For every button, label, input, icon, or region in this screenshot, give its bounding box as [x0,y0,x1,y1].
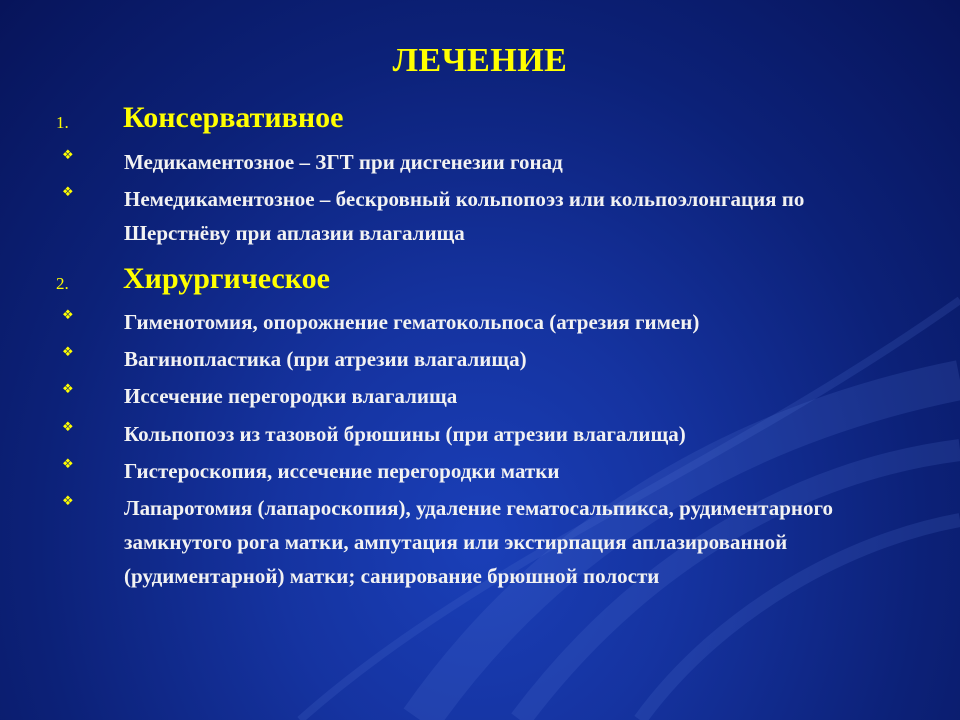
list-item-text: Вагинопластика (при атрезии влагалища) [124,347,527,371]
diamond-bullet-icon: ❖ [62,419,74,434]
list-item-text: Иссечение перегородки влагалища [124,384,458,408]
diamond-bullet-icon: ❖ [62,307,74,322]
section-number: 2. [56,274,69,293]
section-heading-text: Консервативное [123,101,344,134]
list-item-text: Гистероскопия, иссечение перегородки матки [124,459,560,483]
diamond-bullet-icon: ❖ [62,184,74,199]
section-number: 1. [56,113,69,132]
list-item-text: Лапаротомия (лапароскопия), удаление гематосальпикса, рудиментарного замкнутого рога матки, ампутация или экстирпация аплазированной (рудиментарной) матки; санирование брюшной полости [124,496,833,588]
diamond-bullet-icon: ❖ [62,147,74,162]
list-item-text: Кольпопоэз из тазовой брюшины (при атрезии влагалища) [124,422,686,446]
list-item-text: Немедикаментозное – бескровный кольпопоэз или кольпоэлонгация по Шерстнёву при аплазии влагалища [124,187,805,245]
slide-title: ЛЕЧЕНИЕ [392,42,568,79]
diamond-bullet-icon: ❖ [62,344,74,359]
list-item-text: Медикаментозное – ЗГТ при дисгенезии гонад [124,150,563,174]
section-heading-text: Хирургическое [123,262,330,295]
list-item-text: Гименотомия, опорожнение гематокольпоса (атрезия гимен) [124,310,700,334]
diamond-bullet-icon: ❖ [62,381,74,396]
diamond-bullet-icon: ❖ [62,456,74,471]
diamond-bullet-icon: ❖ [62,493,74,508]
